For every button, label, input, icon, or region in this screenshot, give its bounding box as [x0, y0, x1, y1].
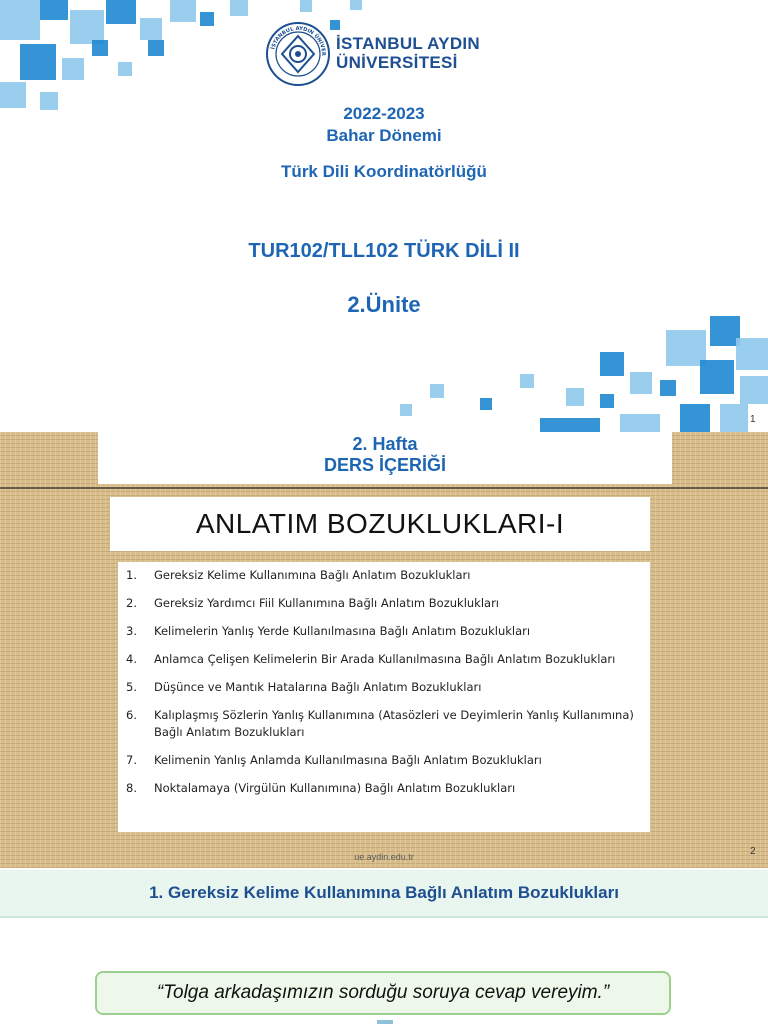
decorative-square — [660, 380, 676, 396]
decorative-square — [566, 388, 584, 406]
list-item-number: 8. — [126, 781, 137, 795]
list-item-number: 7. — [126, 753, 137, 767]
list-item-text: Noktalamaya (Virgülün Kullanımına) Bağlı Anlatım Bozuklukları — [154, 781, 516, 795]
list-item — [126, 623, 642, 640]
decorative-square — [106, 0, 136, 24]
slide-2 — [0, 432, 768, 868]
course-content-label: DERS İÇERİĞİ — [323, 455, 447, 475]
slide-1 — [0, 0, 768, 432]
decorative-square — [540, 418, 600, 432]
decorative-square — [630, 372, 652, 394]
list-item — [126, 651, 642, 668]
decorative-square — [200, 12, 214, 26]
decorative-square — [700, 360, 734, 394]
list-item — [126, 752, 642, 769]
decorative-square — [62, 58, 84, 80]
decorative-square — [350, 0, 362, 10]
university-name: İSTANBUL AYDIN ÜNİVERSİTESİ — [336, 34, 480, 72]
list-item-number: 3. — [126, 624, 137, 638]
decorative-square — [480, 398, 492, 410]
decorative-square — [118, 62, 132, 76]
decorative-square — [400, 404, 412, 416]
list-item-text: Kelimenin Yanlış Anlamda Kullanılmasına Bağlı Anlatım Bozuklukları — [154, 753, 542, 767]
week-header — [98, 432, 672, 484]
list-item-number: 4. — [126, 652, 137, 666]
university-seal-icon — [266, 22, 330, 86]
coordinator: Türk Dili Koordinatörlüğü — [281, 162, 487, 181]
decorative-square — [330, 20, 340, 30]
list-item-text: Anlamca Çelişen Kelimelerin Bir Arada Kullanılmasına Bağlı Anlatım Bozuklukları — [154, 652, 616, 666]
course-code: TUR102/TLL102 TÜRK DİLİ II — [248, 240, 520, 262]
svg-text:İSTANBUL AYDIN ÜNİVERSİTESİ: İSTANBUL AYDIN ÜNİVER — [270, 25, 327, 56]
list-item-number: 5. — [126, 680, 137, 694]
decorative-square — [20, 44, 56, 80]
decorative-square — [620, 414, 660, 432]
decorative-square — [170, 0, 196, 22]
divider — [0, 487, 768, 489]
list-item-number: 2. — [126, 596, 137, 610]
topic-list — [118, 562, 650, 832]
list-item-text: Gereksiz Kelime Kullanımına Bağlı Anlatım Bozuklukları — [154, 568, 471, 582]
page-number: 1 — [750, 414, 756, 425]
footer-url: ue.aydin.edu.tr — [354, 852, 414, 862]
list-item-text: Kelimelerin Yanlış Yerde Kullanılmasına Bağlı Anlatım Bozuklukları — [154, 624, 531, 638]
semester: Bahar Dönemi — [326, 126, 442, 145]
slide-title: ANLATIM BOZUKLUKLARI-I — [110, 497, 650, 551]
list-item — [126, 707, 642, 741]
decorative-square — [148, 40, 164, 56]
decorative-square — [680, 404, 710, 432]
decorative-square — [740, 376, 768, 404]
decorative-square — [600, 352, 624, 376]
decorative-square — [140, 18, 162, 40]
decorative-square — [430, 384, 444, 398]
page-number: 2 — [750, 846, 756, 857]
slide-3 — [0, 868, 768, 1024]
decorative-square — [300, 0, 312, 12]
list-item-text: Düşünce ve Mantık Hatalarına Bağlı Anlatım Bozuklukları — [154, 680, 482, 694]
decorative-square — [40, 0, 68, 20]
list-item-number: 6. — [126, 708, 137, 722]
list-item-number: 1. — [126, 568, 137, 582]
section-heading: 1. Gereksiz Kelime Kullanımına Bağlı Anlatım Bozuklukları — [0, 870, 768, 918]
decorative-square — [736, 338, 768, 370]
list-item — [126, 595, 642, 612]
list-item — [126, 679, 642, 696]
unit-title: 2.Ünite — [347, 292, 421, 317]
decorative-square — [230, 0, 248, 16]
academic-year: 2022-2023 — [343, 104, 425, 123]
list-item — [126, 567, 642, 584]
decorative-square — [0, 0, 40, 40]
list-item — [126, 780, 642, 797]
list-item-text: Kalıplaşmış Sözlerin Yanlış Kullanımına (Atasözleri ve Deyimlerin Yanlış Kullanımına) Bağlı Anlatım Bozuklukları — [154, 708, 634, 739]
week-label: 2. Hafta — [352, 434, 418, 454]
decorative-mark — [377, 1020, 393, 1024]
example-quote: “Tolga arkadaşımızın sorduğu soruya cevap vereyim.” — [95, 971, 671, 1015]
decorative-square — [720, 404, 748, 432]
decorative-square — [70, 10, 104, 44]
decorative-square — [520, 374, 534, 388]
list-item-text: Gereksiz Yardımcı Fiil Kullanımına Bağlı Anlatım Bozuklukları — [154, 596, 500, 610]
decorative-square — [600, 394, 614, 408]
decorative-square — [92, 40, 108, 56]
